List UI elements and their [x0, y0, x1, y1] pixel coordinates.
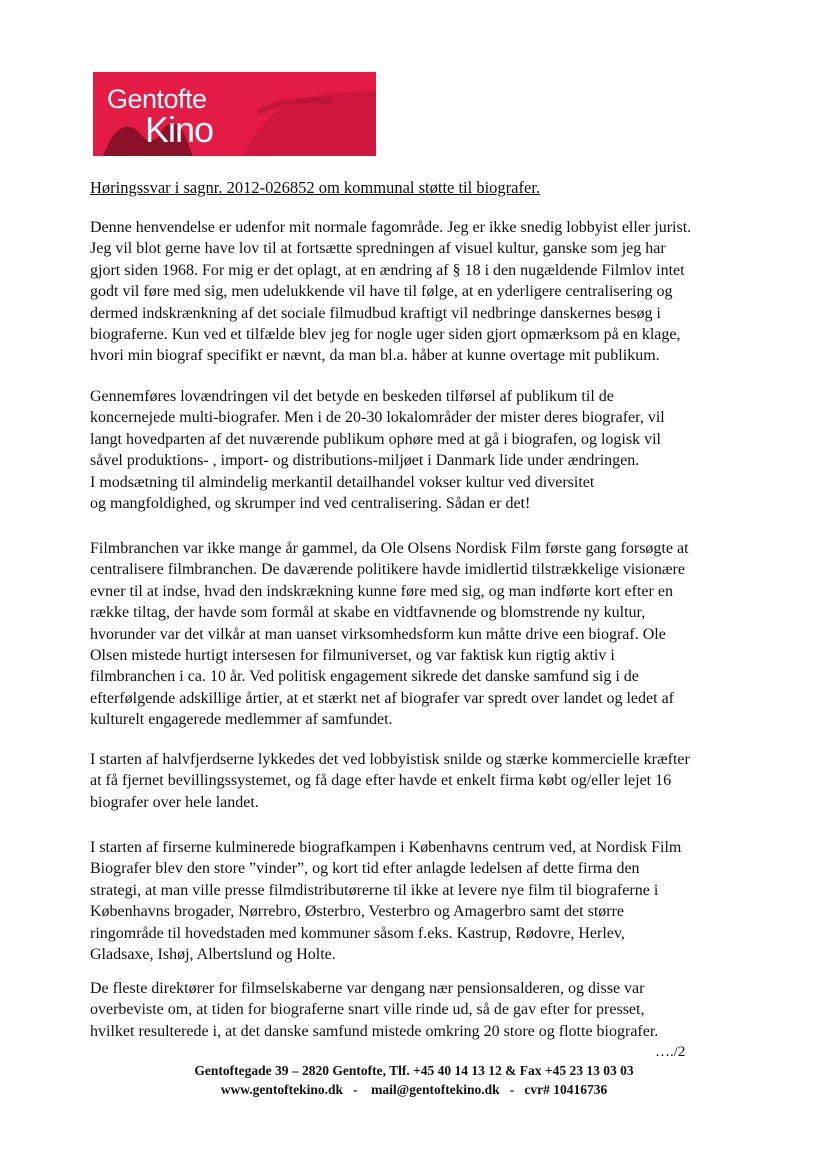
text-line: De fleste direktører for filmselskaberne var dengang nær pensionsalderen, og disse var: [90, 980, 645, 997]
text-line: evner til at indse, hvad den indskrækning kunne føre med sig, og man indførte kort efter en: [90, 582, 673, 600]
text-line: dermed indskrænkning af det sociale filmudbud kraftigt vil nedbringe danskernes besøg i: [90, 304, 661, 322]
text-line: Københavns brogader, Nørrebro, Østerbro, Vesterbro og Amagerbro samt det større: [90, 903, 625, 921]
paragraph-4: [90, 749, 750, 813]
text-line: Denne henvendelse er udenfor mit normale fagområde. Jeg er ikke snedig lobbyist eller jurist.: [90, 219, 692, 236]
text-line: godt vil føre med sig, men udelukkende vil have til følge, at en yderligere centralisering og: [90, 283, 673, 301]
text-line: I starten af halvfjerdserne lykkedes det ved lobbyistisk snilde og stærke kommercielle kræfter: [90, 751, 690, 768]
paragraph-3: [90, 538, 750, 731]
text-line: efterfølgende adskillige årtier, at et stærkt net af biografer var spredt over landet og ledet af: [90, 689, 674, 707]
paragraph-6: [90, 978, 750, 1042]
text-line: overbeviste om, at tiden for biograferne snart ville rinde ud, så de gav efter for presset,: [90, 1001, 645, 1019]
text-line: filmbranchen i ca. 10 år. Ved politisk engagement sikrede det danske samfund sig i de: [90, 668, 639, 686]
text-line: kulturelt engagerede medlemmer af samfundet.: [90, 711, 393, 729]
text-line: I starten af firserne kulminerede biografkampen i Københavns centrum ved, at Nordisk Film: [90, 839, 682, 856]
text-line: Filmbranchen var ikke mange år gammel, da Ole Olsens Nordisk Film første gang forsøgte at: [90, 540, 689, 557]
footer-address: Gentoftegade 39 – 2820 Gentofte, Tlf. +45 40 14 13 12 & Fax +45 23 13 03 03: [194, 1063, 634, 1078]
text-line: Gladsaxe, Ishøj, Albertslund og Holte.: [90, 946, 336, 964]
page-continuation: …./2: [655, 1044, 686, 1060]
text-line: hvilket resulterede i, at det danske samfund mistede omkring 20 store og flotte biografer.: [90, 1022, 659, 1040]
logo-text-kino: Kino: [145, 109, 214, 150]
logo-text-gentofte: Gentofte: [107, 84, 207, 114]
text-line: hvorunder var det vilkår at man uanset virksomhedsform kun måtte drive een biograf. Ole: [90, 625, 666, 643]
text-line: biografer over hele landet.: [90, 793, 259, 811]
text-line: Gennemføres lovændringen vil det betyde en beskeden tilførsel af publikum til de: [90, 388, 614, 405]
text-line: I modsætning til almindelig merkantil detailhandel vokser kultur ved diversitet: [90, 473, 595, 491]
text-line: Olsen mistede hurtigt intersesen for filmuniverset, og var faktisk kun rigtig aktiv i: [90, 647, 615, 665]
text-line: Biografer blev den store ”vinder”, og kort tid efter anlagde ledelsen af dette firma den: [90, 860, 640, 878]
text-line: centralisere filmbranchen. De daværende politikere havde imidlertid tilstrækkelige visionære: [90, 561, 685, 579]
text-line: række tiltag, der havde som formål at skabe en vidtfavnende og blomstrende ny kultur,: [90, 604, 646, 622]
text-line: strategi, at man ville presse filmdistributørerne til ikke at levere nye film til biograferne i: [90, 881, 659, 899]
text-line: Jeg vil blot gerne have lov til at fortsætte spredningen af visuel kultur, ganske som jeg har: [90, 240, 666, 258]
subject-line: Høringssvar i sagnr. 2012-026852 om kommunal støtte til biografer.: [90, 178, 541, 197]
paragraph-5: [90, 837, 750, 965]
footer-contact: www.gentoftekino.dk - mail@gentoftekino.dk - cvr# 10416736: [220, 1082, 608, 1097]
text-line: biograferne. Kun ved et tilfælde blev jeg for nogle uger siden gjort opmærksom på en klage,: [90, 326, 681, 344]
text-line: og mangfoldighed, og skrumper ind ved centralisering. Sådan er det!: [90, 495, 531, 513]
text-line: gjort siden 1968. For mig er det oplagt, at en ændring af § 18 i den nugældende Filmlov intet: [90, 261, 685, 279]
text-line: ringområde til hovedstaden med kommuner såsom f.eks. Kastrup, Rødovre, Herlev,: [90, 924, 625, 942]
text-line: såvel produktions- , import- og distributions-miljøet i Danmark lide under ændringen.: [90, 452, 640, 470]
gentofte-kino-logo: [93, 72, 376, 156]
paragraph-2: [90, 386, 750, 514]
paragraph-1: [90, 217, 750, 367]
text-line: koncernejede multi-biografer. Men i de 20-30 lokalområder der mister deres biografer, vil: [90, 409, 665, 427]
text-line: at få fjernet bevillingssystemet, og få dage efter havde et enkelt firma købt og/eller lejet 16: [90, 772, 672, 790]
text-line: hvori min biograf specifikt er nævnt, da man bl.a. håber at kunne overtage mit publikum.: [90, 347, 660, 365]
text-line: langt hovedparten af det nuværende publikum ophøre med at gå i biografen, og logisk vil: [90, 430, 661, 448]
